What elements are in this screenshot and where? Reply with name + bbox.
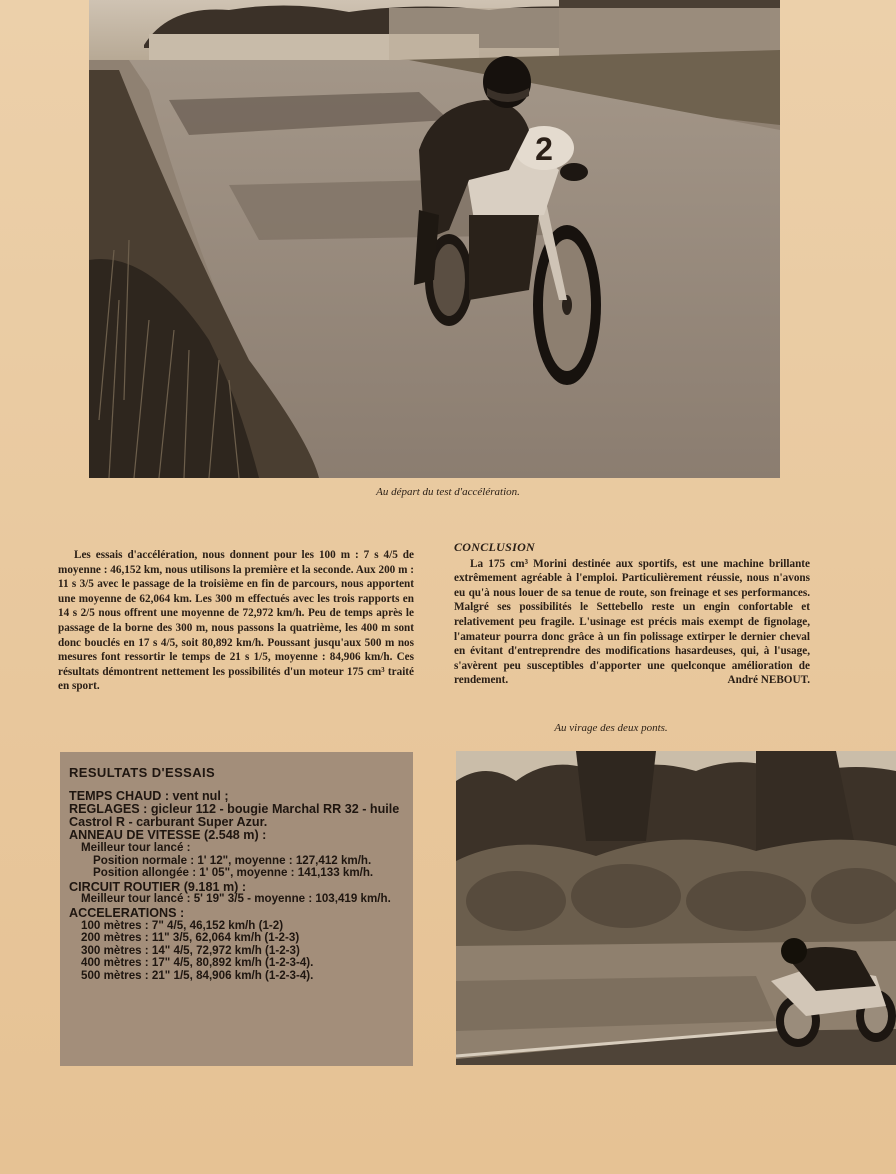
conclusion-paragraph (454, 557, 810, 688)
results-reglages: REGLAGES : gicleur 112 - bougie Marchal RR 32 - huile Castrol R - carburant Super Azur. (69, 802, 400, 829)
acceleration-row: 300 mètres : 14" 4/5, 72,972 km/h (1-2-3) (81, 943, 300, 957)
acceleration-row: 400 mètres : 17" 4/5, 80,892 km/h (1-2-3-4). (81, 956, 314, 970)
acceleration-row: 200 mètres : 11" 3/5, 62,064 km/h (1-2-3) (81, 931, 300, 945)
acceleration-list (69, 920, 405, 983)
conclusion-heading: CONCLUSION (454, 540, 536, 554)
results-temps: TEMPS CHAUD : vent nul ; (69, 788, 229, 803)
conclusion-text: La 175 cm³ Morini destinée aux sportifs, est une machine brillante extrêmement agréable à l'emploi. Particulièrement réussie, nous n'avons eu qu'à nous louer de sa tenue de route, son freinage et ses performances. Malgré ses possibilités le Settebello reste un engin confortable et relativement peu fragile. L'usinage est précis mais exempt de fignolage, l'amateur pourra donc grâce à un fin polissage extirper le dernier cheval en évitant d'entreprendre des modifications hasardeuses, qui, à l'usage, s'avèrent peu susceptibles d'apporter une quelconque amélioration de rendement. (454, 557, 810, 687)
results-anneau-sub: Meilleur tour lancé : (81, 840, 191, 854)
results-anneau-title: ANNEAU DE VITESSE (2.548 m) : (69, 828, 267, 843)
caption-bottom: Au virage des deux ponts. (554, 722, 668, 734)
photo-rider-curve (456, 751, 896, 1065)
results-circuit-title: CIRCUIT ROUTIER (9.181 m) : (69, 879, 247, 894)
results-anneau-normale: Position normale : 1' 12", moyenne : 127,412 km/h. (93, 853, 372, 867)
results-anneau-allongee: Position allongée : 1' 05", moyenne : 141,133 km/h. (93, 866, 374, 880)
article-right-column (454, 540, 810, 688)
article-left-column (58, 548, 414, 694)
author-signature: André NEBOUT. (727, 674, 810, 687)
results-title: RESULTATS D'ESSAIS (69, 765, 216, 780)
caption-top: Au départ du test d'accélération. (376, 486, 520, 498)
acceleration-row: 500 mètres : 21" 1/5, 84,906 km/h (1-2-3-4). (81, 968, 314, 982)
acceleration-row: 100 mètres : 7" 4/5, 46,152 km/h (1-2) (81, 918, 284, 932)
number-plate-text: 2 (535, 131, 553, 167)
acceleration-paragraph: Les essais d'accélération, nous donnent pour les 100 m : 7 s 4/5 de moyenne : 46,152 km, nous utilisons la première et la seconde. Aux 200 m : 11 s 3/5 avec le passage de la troisième en fin de parcours, nous apportent une moyenne de 62,064 km. Les 300 m effectués avec les trois rapports en 14 s 2/5 nous offrent une moyenne de 72,972 km/h. Peu de temps après le passage de la borne des 300 m, nous passons la quatrième, les 400 m sont donc bouclés en 17 s 4/5, soit 80,892 km/h. Poussant jusqu'aux 500 m nos mesures font ressortir le temps de 21 s 1/5, moyenne : 84,906 km/h. Ces résultats démontrent nettement les possibilités d'un moteur 175 cm³ traité en sport. (58, 549, 414, 693)
results-accel-title: ACCELERATIONS : (69, 905, 185, 920)
results-box (60, 752, 413, 1066)
photo-rider-start (89, 0, 780, 478)
results-circuit-line: Meilleur tour lancé : 5' 19" 3/5 - moyenne : 103,419 km/h. (81, 892, 391, 906)
